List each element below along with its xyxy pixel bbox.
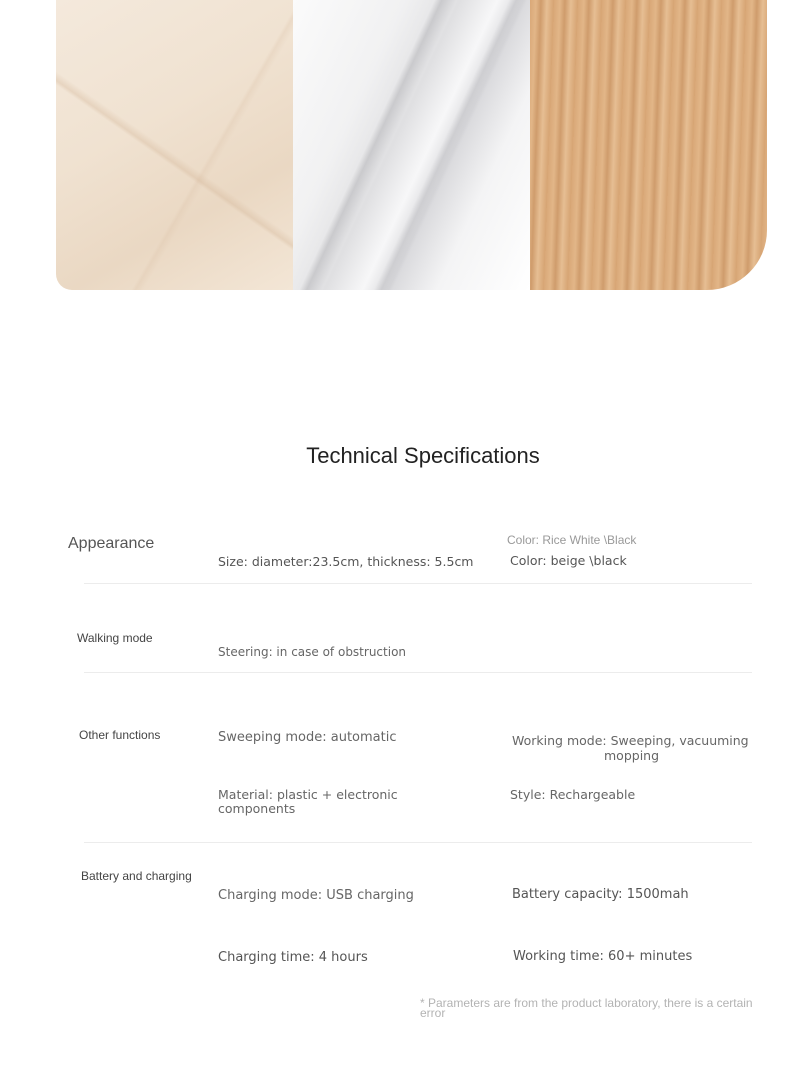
spec-working-mode: Working mode: Sweeping, vacuuming: [512, 733, 749, 748]
beige-marble-swatch: [56, 0, 293, 290]
spec-steering: Steering: in case of obstruction: [218, 645, 407, 659]
spec-color: Color: beige \black: [510, 553, 627, 568]
page-title: Technical Specifications: [306, 443, 540, 468]
material-swatches: [56, 0, 767, 290]
spec-sweeping-mode: Sweeping mode: automatic: [218, 730, 397, 745]
divider: [84, 672, 752, 673]
spec-charging-time: Charging time: 4 hours: [218, 950, 368, 965]
spec-working-time: Working time: 60+ minutes: [513, 949, 693, 964]
spec-charging-mode: Charging mode: USB charging: [218, 888, 414, 903]
divider: [84, 583, 752, 584]
divider: [84, 842, 752, 843]
spec-material: Material: plastic + electronic: [218, 787, 398, 802]
row-label-walking-mode: Walking mode: [77, 631, 153, 645]
row-label-other-functions: Other functions: [79, 728, 161, 742]
row-label-battery-charging: Battery and charging: [81, 869, 192, 883]
spec-size: Size: diameter:23.5cm, thickness: 5.5cm: [218, 554, 474, 569]
spec-material-cont: components: [218, 801, 296, 816]
footnote: * Parameters are from the product laboratory, there is a certain error: [420, 996, 753, 1020]
spec-battery-capacity: Battery capacity: 1500mah: [512, 887, 689, 902]
spec-color-faint: Color: Rice White \Black: [507, 533, 637, 547]
wood-grain-swatch: [530, 0, 767, 290]
white-marble-swatch: [293, 0, 530, 290]
spec-style: Style: Rechargeable: [510, 787, 636, 802]
spec-working-mode-cont: mopping: [604, 748, 660, 763]
row-label-appearance: Appearance: [68, 535, 155, 552]
